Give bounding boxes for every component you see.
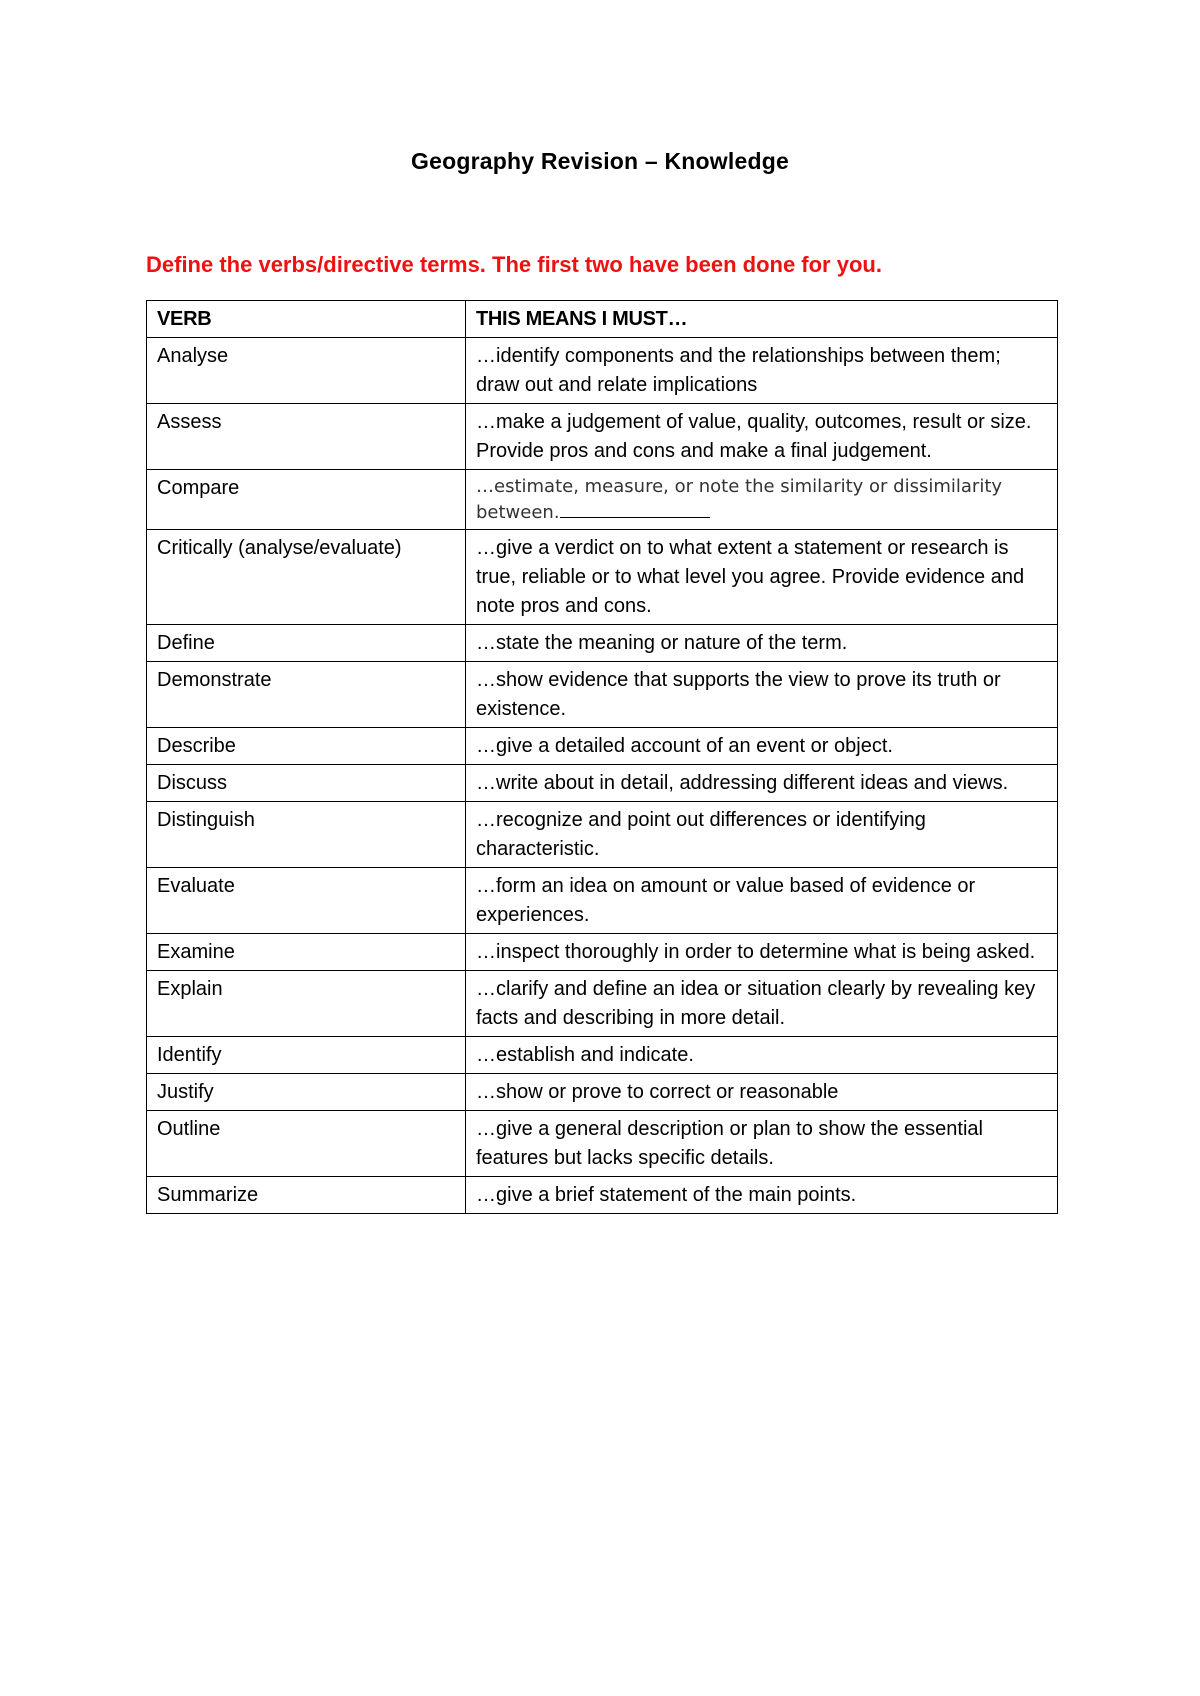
verb-cell: Outline bbox=[147, 1111, 466, 1177]
meaning-text: …estimate, measure, or note the similarity or dissimilarity between. bbox=[476, 476, 1003, 523]
meaning-cell: …give a verdict on to what extent a statement or research is true, reliable or to what level you agree. Provide evidence and note pros and cons. bbox=[466, 530, 1058, 625]
table-row bbox=[147, 530, 1058, 625]
table-row bbox=[147, 765, 1058, 802]
table-row bbox=[147, 1177, 1058, 1214]
verb-cell: Distinguish bbox=[147, 802, 466, 868]
table-row bbox=[147, 971, 1058, 1037]
verb-cell: Examine bbox=[147, 934, 466, 971]
instruction-text: Define the verbs/directive terms. The first two have been done for you. bbox=[146, 252, 882, 277]
verbs-table bbox=[146, 300, 1058, 1214]
meaning-cell: …form an idea on amount or value based of evidence or experiences. bbox=[466, 868, 1058, 934]
meaning-cell: …inspect thoroughly in order to determine what is being asked. bbox=[466, 934, 1058, 971]
table-row bbox=[147, 625, 1058, 662]
table-header-row bbox=[147, 301, 1058, 338]
page-title: Geography Revision – Knowledge bbox=[411, 148, 789, 174]
header-meaning: THIS MEANS I MUST… bbox=[466, 301, 1058, 338]
table-row bbox=[147, 1037, 1058, 1074]
verb-cell: Describe bbox=[147, 728, 466, 765]
verb-cell: Critically (analyse/evaluate) bbox=[147, 530, 466, 625]
header-verb: VERB bbox=[147, 301, 466, 338]
verb-cell: Discuss bbox=[147, 765, 466, 802]
verb-cell: Demonstrate bbox=[147, 662, 466, 728]
meaning-cell: …show evidence that supports the view to prove its truth or existence. bbox=[466, 662, 1058, 728]
verb-cell: Assess bbox=[147, 404, 466, 470]
verb-cell: Compare bbox=[147, 470, 466, 530]
table-row bbox=[147, 404, 1058, 470]
verb-cell: Identify bbox=[147, 1037, 466, 1074]
table-row bbox=[147, 934, 1058, 971]
verb-cell: Analyse bbox=[147, 338, 466, 404]
meaning-cell: …give a detailed account of an event or object. bbox=[466, 728, 1058, 765]
meaning-cell: …write about in detail, addressing different ideas and views. bbox=[466, 765, 1058, 802]
meaning-cell: …identify components and the relationships between them; draw out and relate implications bbox=[466, 338, 1058, 404]
meaning-cell: …show or prove to correct or reasonable bbox=[466, 1074, 1058, 1111]
table-row bbox=[147, 802, 1058, 868]
meaning-cell: …give a general description or plan to show the essential features but lacks specific details. bbox=[466, 1111, 1058, 1177]
table-row bbox=[147, 338, 1058, 404]
answer-blank-line bbox=[560, 501, 710, 518]
verb-cell: Summarize bbox=[147, 1177, 466, 1214]
meaning-cell: …give a brief statement of the main points. bbox=[466, 1177, 1058, 1214]
table-row bbox=[147, 868, 1058, 934]
table-row bbox=[147, 662, 1058, 728]
verb-cell: Define bbox=[147, 625, 466, 662]
verb-cell: Evaluate bbox=[147, 868, 466, 934]
meaning-cell: …state the meaning or nature of the term. bbox=[466, 625, 1058, 662]
table-row bbox=[147, 1074, 1058, 1111]
verb-cell: Explain bbox=[147, 971, 466, 1037]
table-row bbox=[147, 1111, 1058, 1177]
meaning-cell: …make a judgement of value, quality, outcomes, result or size. Provide pros and cons and make a final judgement. bbox=[466, 404, 1058, 470]
table-row bbox=[147, 728, 1058, 765]
meaning-cell bbox=[466, 470, 1058, 530]
meaning-cell: …clarify and define an idea or situation clearly by revealing key facts and describing in more detail. bbox=[466, 971, 1058, 1037]
meaning-cell: …establish and indicate. bbox=[466, 1037, 1058, 1074]
table-row bbox=[147, 470, 1058, 530]
verb-cell: Justify bbox=[147, 1074, 466, 1111]
meaning-cell: …recognize and point out differences or identifying characteristic. bbox=[466, 802, 1058, 868]
